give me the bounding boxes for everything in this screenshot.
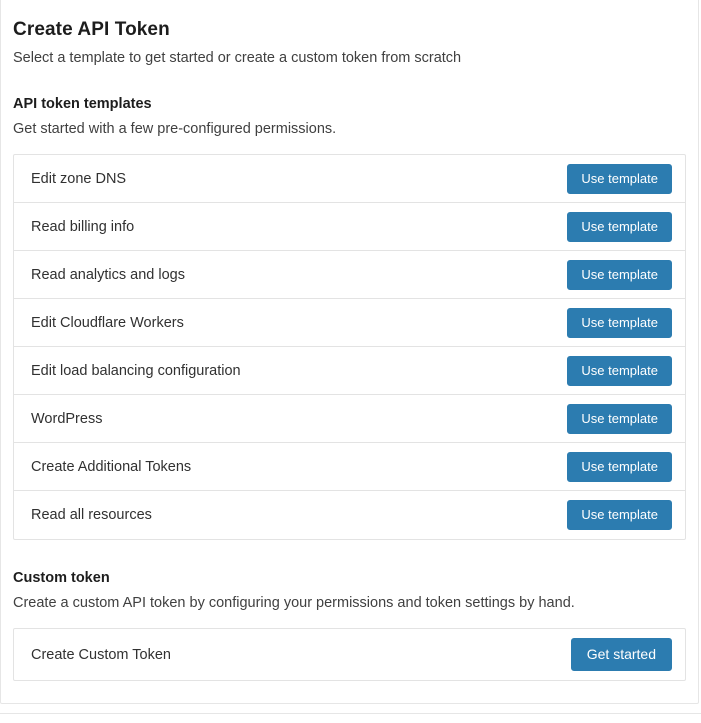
list-item[interactable] (14, 155, 685, 203)
page-subtitle: Select a template to get started or create a custom token from scratch (13, 50, 462, 66)
template-name: Edit Cloudflare Workers (31, 314, 184, 331)
page-title: Create API Token (13, 19, 170, 40)
template-name: Edit zone DNS (31, 170, 127, 187)
template-name: Read analytics and logs (31, 266, 185, 283)
list-item[interactable] (14, 203, 685, 251)
use-template-button[interactable]: Use template (567, 404, 672, 434)
template-name: Edit load balancing configuration (31, 362, 241, 379)
api-token-templates-list (13, 154, 686, 540)
list-item[interactable] (14, 299, 685, 347)
list-item[interactable] (14, 251, 685, 299)
list-item[interactable] (14, 443, 685, 491)
template-name: Read all resources (31, 507, 152, 523)
custom-token-name: Create Custom Token (31, 646, 171, 663)
templates-section-title: API token templates (13, 96, 152, 112)
list-item[interactable] (14, 629, 685, 680)
list-item[interactable] (14, 347, 685, 395)
use-template-button[interactable]: Use template (567, 164, 672, 194)
custom-token-section-title: Custom token (13, 570, 110, 586)
template-name: Read billing info (31, 218, 135, 235)
template-name: Create Additional Tokens (31, 458, 192, 475)
use-template-button[interactable]: Use template (567, 260, 672, 290)
get-started-button[interactable]: Get started (571, 638, 672, 671)
use-template-button[interactable]: Use template (567, 212, 672, 242)
use-template-button[interactable]: Use template (567, 500, 672, 530)
list-item[interactable] (14, 491, 685, 539)
custom-token-list (13, 628, 686, 681)
use-template-button[interactable]: Use template (567, 356, 672, 386)
list-item[interactable] (14, 395, 685, 443)
templates-section-description: Get started with a few pre-configured permissions. (13, 121, 337, 137)
use-template-button[interactable]: Use template (567, 308, 672, 338)
custom-token-section-description: Create a custom API token by configuring your permissions and token settings by hand. (13, 595, 575, 611)
page-bottom-divider (0, 713, 701, 723)
use-template-button[interactable]: Use template (567, 452, 672, 482)
template-name: WordPress (31, 410, 103, 427)
